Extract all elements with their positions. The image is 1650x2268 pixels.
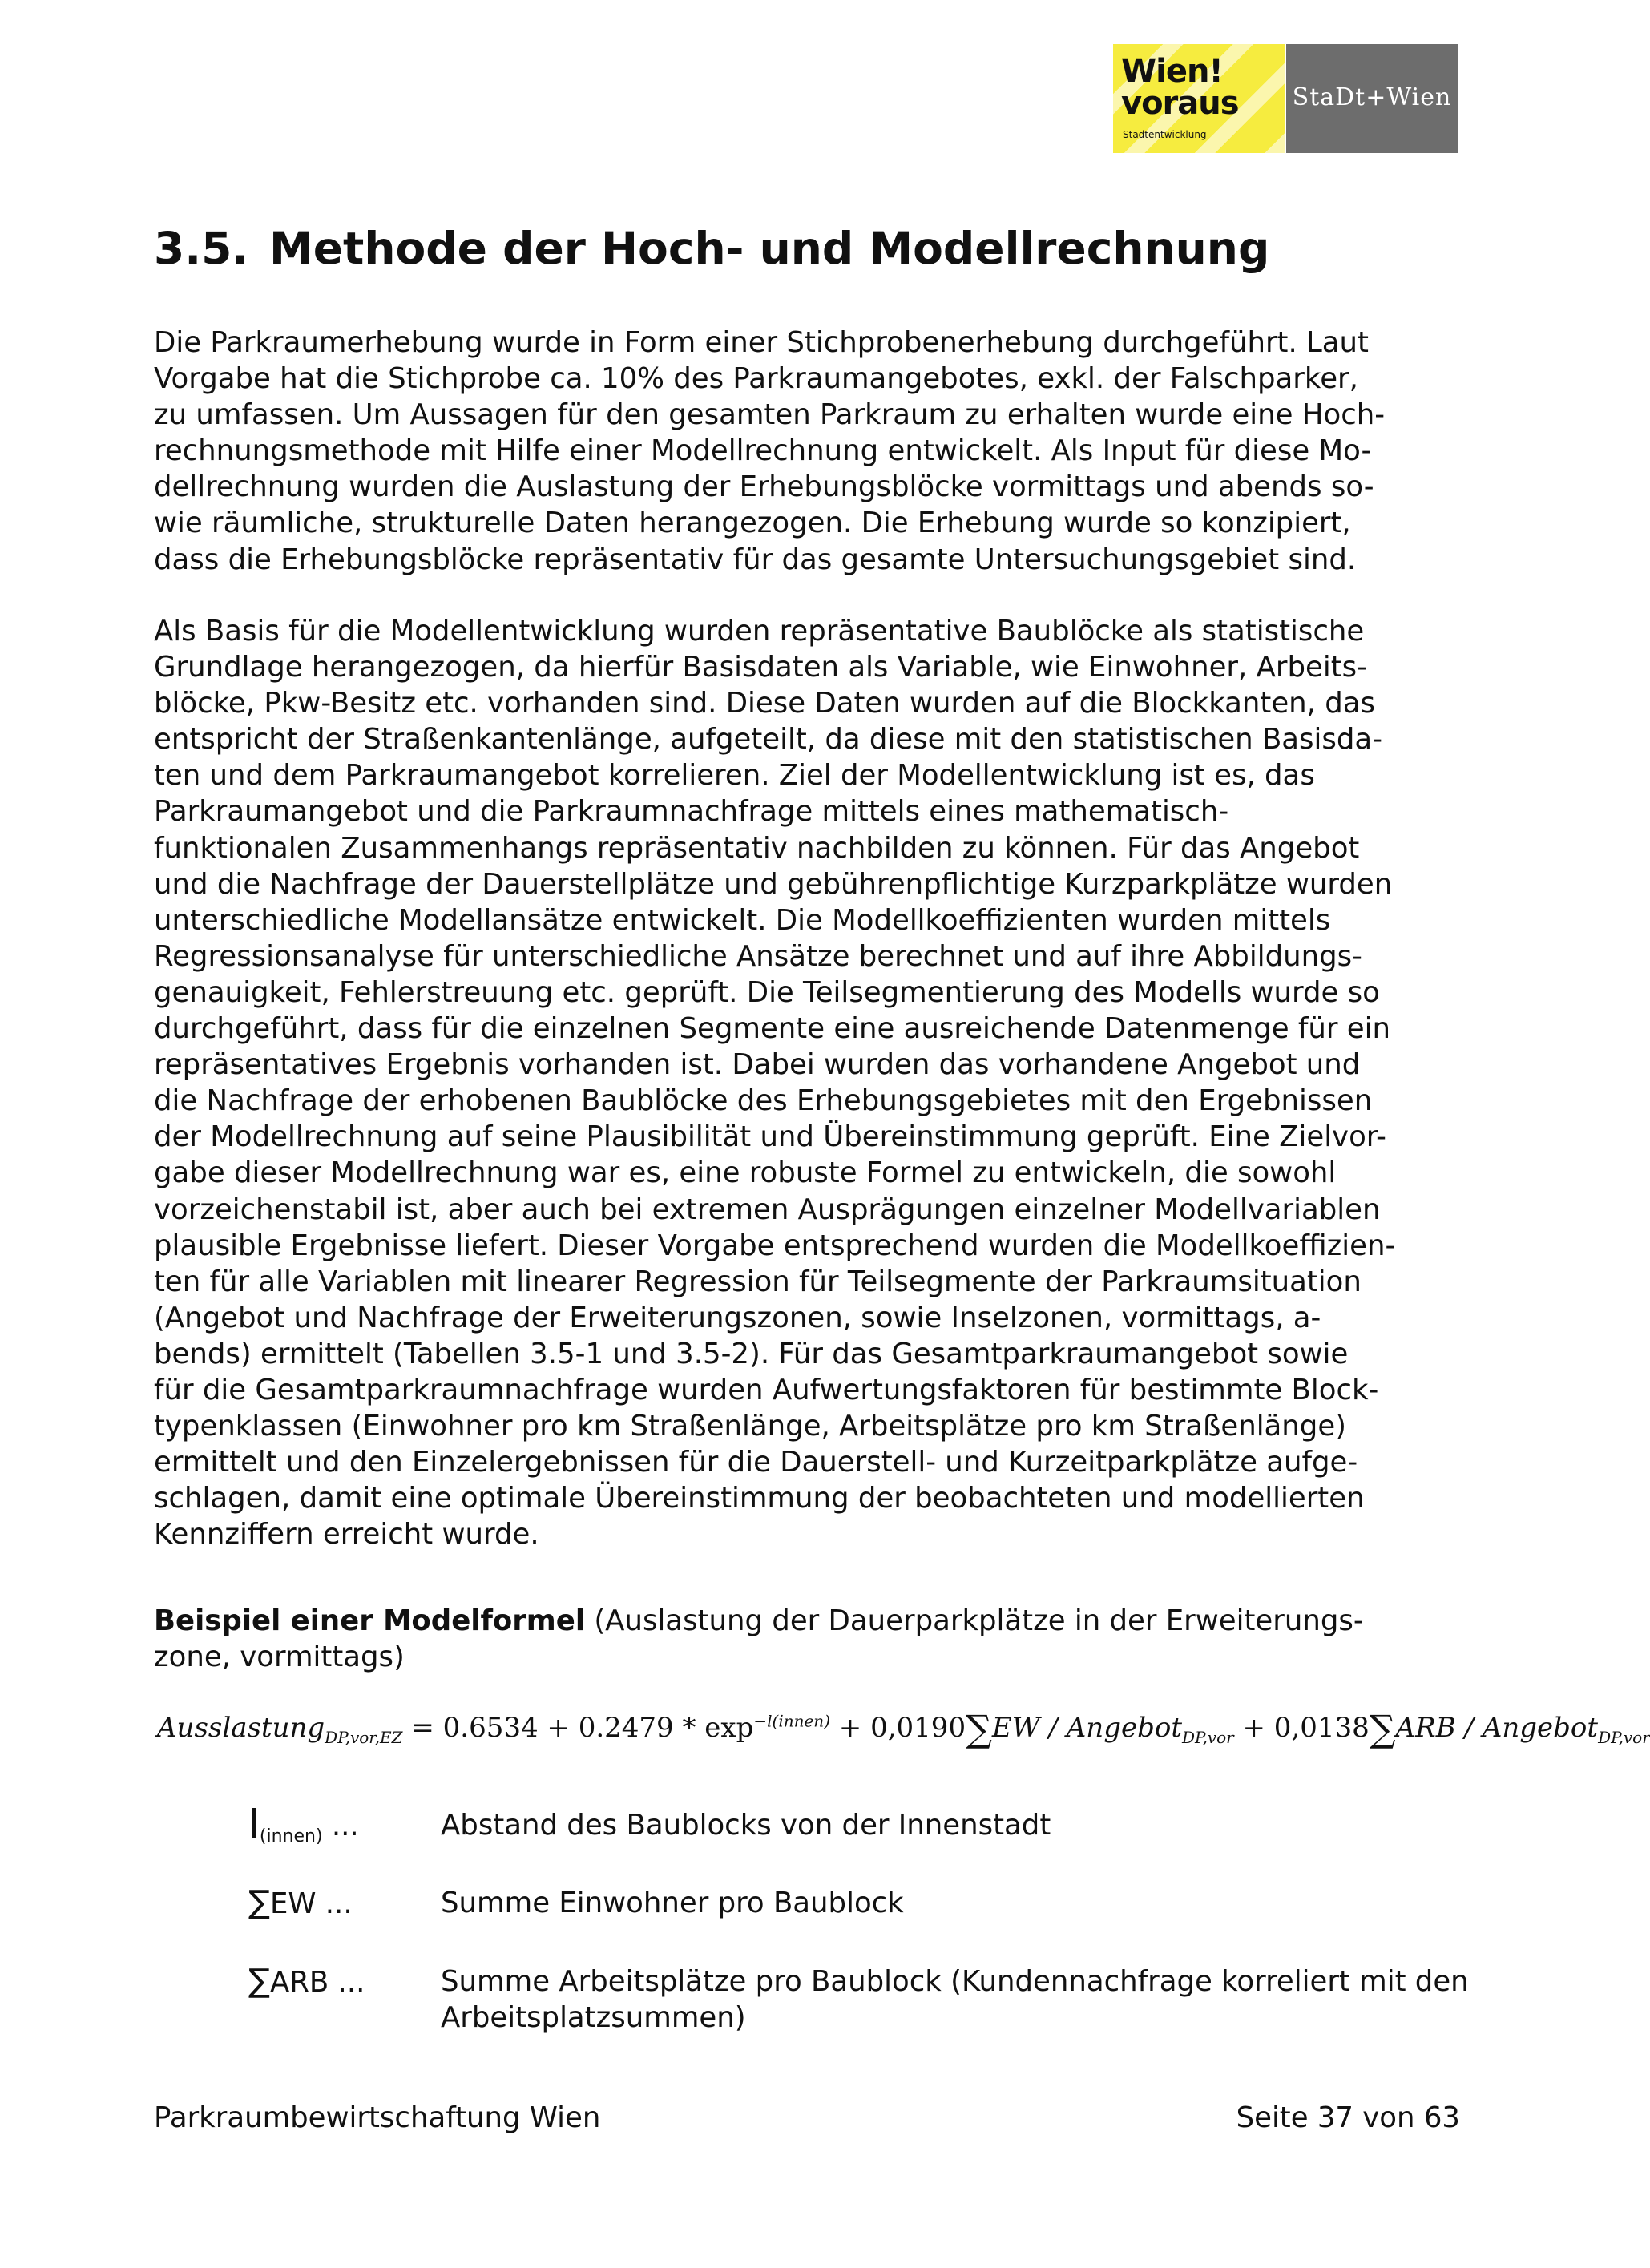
- text-line: gabe dieser Modellrechnung war es, eine robuste Formel zu entwickeln, die sowohl: [154, 1156, 1337, 1190]
- text-line: der Modellrechnung auf seine Plausibilität und Übereinstimmung geprüft. Eine Zielvor-: [154, 1120, 1386, 1154]
- formula-lhs-sub: DP,vor,EZ: [325, 1727, 403, 1747]
- text-line: schlagen, damit eine optimale Übereinstimmung der beobachteten und modellierten: [154, 1482, 1365, 1515]
- text-line: dass die Erhebungsblöcke repräsentativ für das gesamte Untersuchungsgebiet sind.: [154, 543, 1357, 576]
- text-line: rechnungsmethode mit Hilfe einer Modellrechnung entwickelt. Als Input für diese Mo-: [154, 434, 1372, 468]
- model-formula: [157, 1707, 1650, 1763]
- text-line: typenklassen (Einwohner pro km Straßenlänge, Arbeitsplätze pro km Straßenlänge): [154, 1410, 1347, 1443]
- section-number: 3.5.: [154, 223, 249, 274]
- example-line-2: zone, vormittags): [154, 1640, 405, 1674]
- text-line: zu umfassen. Um Aussagen für den gesamten Parkraum zu erhalten wurde eine Hoch-: [154, 398, 1386, 432]
- wien-voraus-logo: [1113, 44, 1285, 153]
- logo-line-2: voraus: [1121, 85, 1239, 122]
- stadt-wien-logo: [1286, 44, 1458, 153]
- text-line: dellrechnung wurden die Auslastung der Erhebungsblöcke vormittags und abends so-: [154, 470, 1374, 504]
- text-line: repräsentatives Ergebnis vorhanden ist. Dabei wurden das vorhandene Angebot und: [154, 1048, 1361, 1082]
- formula-exp-sup: −l(innen): [753, 1711, 830, 1731]
- text-line: ten und dem Parkraumangebot korrelieren. Ziel der Modellentwicklung ist es, das: [154, 759, 1315, 793]
- formula-lhs: Ausslastung: [157, 1712, 325, 1744]
- logo-line-3: Stadtentwicklung: [1123, 129, 1207, 140]
- formula-term2-sub: DP,vor: [1182, 1727, 1234, 1747]
- page-number: Seite 37 von 63: [1236, 2101, 1460, 2134]
- text-line: Kennziffern erreicht wurde.: [154, 1518, 539, 1552]
- text-line: Die Parkraumerhebung wurde in Form einer Stichprobenerhebung durchgeführt. Laut: [154, 326, 1369, 359]
- example-heading: [154, 1603, 1460, 1675]
- text-line: funktionalen Zusammenhangs repräsentativ nachbilden zu können. Für das Angebot: [154, 831, 1360, 865]
- text-line: Vorgabe hat die Stichprobe ca. 10% des Parkraumangebotes, exkl. der Falschparker,: [154, 362, 1358, 396]
- sum-icon: ∑: [966, 1707, 992, 1750]
- legend-symbol: ∑EW ...: [248, 1884, 353, 1921]
- legend-symbol: ∑ARB ...: [248, 1963, 365, 2000]
- logo-line-1: Wien!: [1121, 53, 1223, 90]
- example-line-1: [154, 1603, 1460, 1639]
- stadt-wien-logo-text: StaDt+Wien: [1292, 83, 1452, 111]
- text-line: ermittelt und den Einzelergebnissen für die Dauerstell- und Kurzeitparkplätze aufge-: [154, 1446, 1358, 1479]
- legend-description: Summe Einwohner pro Baublock: [441, 1887, 904, 1919]
- text-line: (Angebot und Nachfrage der Erweiterungszonen, sowie Inselzonen, vormittags, a-: [154, 1301, 1321, 1334]
- text-line: entspricht der Straßenkantenlänge, aufgeteilt, da diese mit den statistischen Basisda-: [154, 723, 1383, 757]
- text-line: ten für alle Variablen mit linearer Regression für Teilsegmente der Parkraumsituation: [154, 1265, 1362, 1298]
- text-line: für die Gesamtparkraumnachfrage wurden Aufwertungsfaktoren für bestimmte Block-: [154, 1373, 1379, 1406]
- formula-term3-coef: + 0,0138: [1233, 1712, 1370, 1744]
- section-heading: [154, 223, 1269, 274]
- text-line: bends) ermittelt (Tabellen 3.5-1 und 3.5-2). Für das Gesamtparkraumangebot sowie: [154, 1337, 1349, 1370]
- text-line: genauigkeit, Fehlerstreuung etc. geprüft. Die Teilsegmentierung des Modells wurde so: [154, 975, 1380, 1009]
- text-line: wie räumliche, strukturelle Daten herangezogen. Die Erhebung wurde so konzipiert,: [154, 506, 1351, 540]
- legend-symbol: $l_{(innen)}$ ...: [248, 1802, 359, 1848]
- formula-term2-body: EW / Angebot: [991, 1712, 1182, 1744]
- text-line: Parkraumangebot und die Parkraumnachfrage mittels eines mathematisch-: [154, 795, 1229, 829]
- sum-icon: ∑: [1369, 1707, 1396, 1750]
- formula-term3-sub: DP,vor: [1598, 1727, 1650, 1747]
- text-line: die Nachfrage der erhobenen Baublöcke des Erhebungsgebietes mit den Ergebnissen: [154, 1084, 1373, 1118]
- formula-term3-body: ARB / Angebot: [1395, 1712, 1599, 1744]
- sigma-icon: ∑: [248, 1884, 270, 1921]
- sigma-icon: ∑: [248, 1963, 270, 2000]
- legend-description: Summe Arbeitsplätze pro Baublock (Kundennachfrage korreliert mit den Arbeitsplatzsummen): [441, 1965, 1469, 2034]
- section-title: Methode der Hoch- und Modellrechnung: [269, 223, 1270, 274]
- legend-description: Abstand des Baublocks von der Innenstadt: [441, 1809, 1051, 1842]
- text-line: Grundlage herangezogen, da hierfür Basisdaten als Variable, wie Einwohner, Arbeits-: [154, 651, 1367, 684]
- text-line: Regressionsanalyse für unterschiedliche Ansätze berechnet und auf ihre Abbildungs-: [154, 939, 1362, 973]
- paragraph-2: [154, 613, 1460, 1552]
- text-line: und die Nachfrage der Dauerstellplätze und gebührenpflichtige Kurzparkplätze wurden: [154, 867, 1393, 901]
- text-line: unterschiedliche Modellansätze entwickelt. Die Modellkoeffizienten wurden mittels: [154, 903, 1331, 937]
- footer-title: Parkraumbewirtschaftung Wien: [154, 2101, 601, 2134]
- paragraph-1: [154, 325, 1460, 578]
- text-line: Als Basis für die Modellentwicklung wurden repräsentative Baublöcke als statistische: [154, 615, 1365, 648]
- text-line: vorzeichenstabil ist, aber auch bei extremen Ausprägungen einzelner Modellvariablen: [154, 1193, 1381, 1226]
- text-line: plausible Ergebnisse liefert. Dieser Vorgabe entsprechend wurden die Modellkoeffizien-: [154, 1229, 1396, 1262]
- formula-eq: = 0.6534 + 0.2479 * exp: [402, 1712, 754, 1744]
- example-bold: Beispiel einer Modelformel: [154, 1604, 586, 1637]
- example-rest: (Auslastung der Dauerparkplätze in der Erweiterungs-: [585, 1604, 1364, 1637]
- text-line: blöcke, Pkw-Besitz etc. vorhanden sind. Diese Daten wurden auf die Blockkanten, das: [154, 687, 1376, 720]
- text-line: durchgeführt, dass für die einzelnen Segmente eine ausreichende Datenmenge für ein: [154, 1012, 1390, 1046]
- formula-term2-coef: + 0,0190: [830, 1712, 966, 1744]
